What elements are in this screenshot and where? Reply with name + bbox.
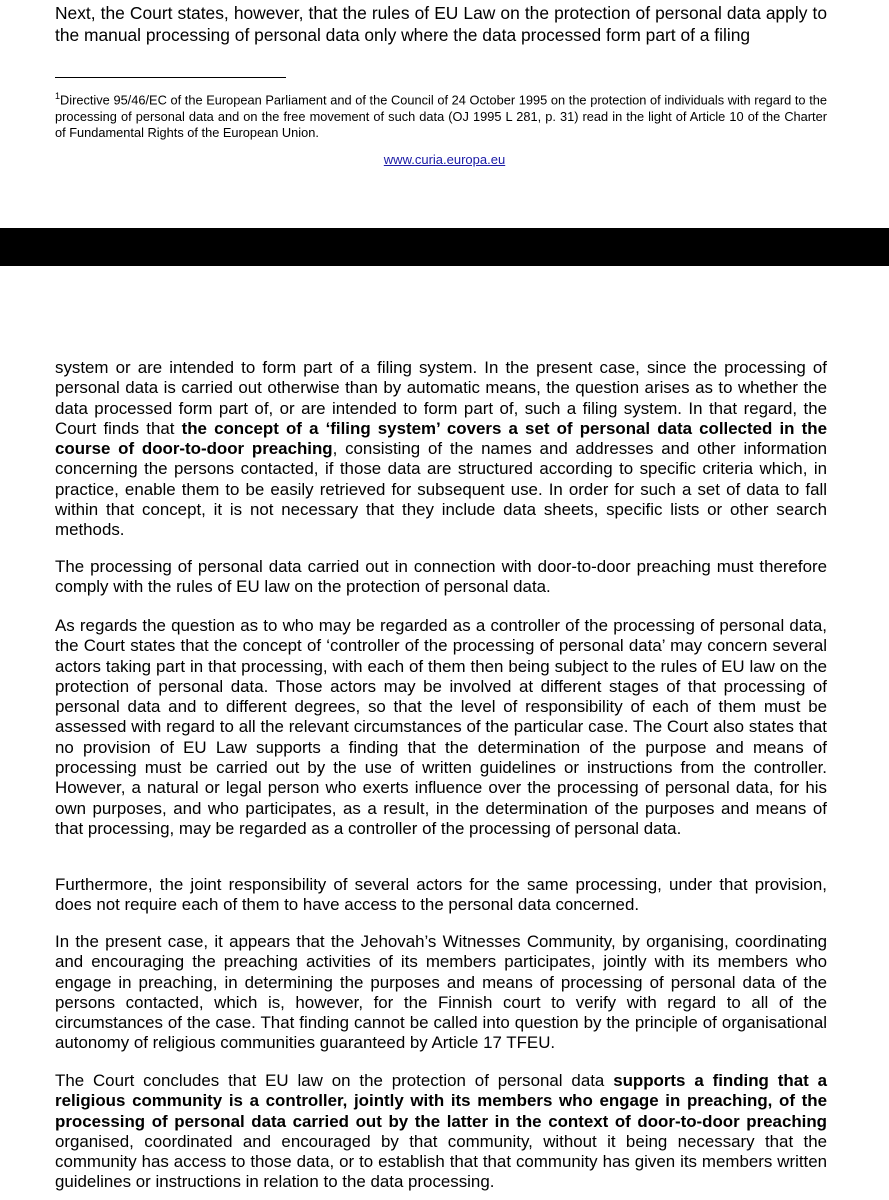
paragraph-bold-text: the concept of a ‘filing system’ covers a set of personal data collected in the course of door-to-door preaching xyxy=(55,418,827,459)
footnote-text: Directive 95/46/EC of the European Parliament and of the Council of 24 October 1995 on the protection of individuals with regard to the processing of personal data and on the free movement of such data (OJ 1995 L 281, p. 31) read in the light of Article 10 of the Charter of Fundamental Rights of the European Union. xyxy=(55,92,827,141)
curia-link[interactable]: www.curia.europa.eu xyxy=(383,152,506,167)
paragraph-filing-system xyxy=(55,358,827,541)
footnote xyxy=(55,88,827,142)
paragraph-text: organised, coordinated and encouraged by that community, without it being necessary that the community has access to those data, or to establish that that community has given its members written guidelines or instructions in relation to the data processing. xyxy=(55,1131,827,1192)
paragraph-controller: As regards the question as to who may be regarded as a controller of the processing of personal data, the Court states that the concept of ‘controller of the processing of personal data’ may concern several actors taking part in that processing, with each of them then being subject to the rules of EU law on the protection of personal data. Those actors may be involved at different stages of that processing of personal data and to different degrees, so that the level of responsibility of each of them must be assessed with regard to all the relevant circumstances of the particular case. The Court also states that no provision of EU Law supports a finding that the determination of the purpose and means of processing must be carried out by the use of written guidelines or instructions from the controller. However, a natural or legal person who exerts influence over the processing of personal data, for his own purposes, and who participates, as a result, in the determination of the purposes and means of that processing, may be regarded as a controller of the processing of personal data. xyxy=(55,616,827,838)
top-paragraph: Next, the Court states, however, that the rules of EU Law on the protection of personal data apply to the manual processing of personal data only where the data processed form part of a filing xyxy=(55,3,827,45)
footnote-separator xyxy=(55,77,286,78)
paragraph-text: system or are intended to form part of a filing system. In the present case, since the processing of personal data is carried out otherwise than by automatic means, the question arises as to whether the data processed form part of, or are intended to form part of, such a filing system. In that regard, the Court finds that xyxy=(55,358,827,438)
redaction-band xyxy=(0,228,889,266)
footnote-marker: 1 xyxy=(55,91,61,101)
paragraph-present-case: In the present case, it appears that the Jehovah’s Witnesses Community, by organising, coordinating and encouraging the preaching activities of its members participates, jointly with its members who engage in preaching, in determining the purposes and means of processing of personal data of the persons contacted, which is, however, for the Finnish court to verify with regard to all of the circumstances of the case. That finding cannot be called into question by the principle of organisational autonomy of religious communities guaranteed by Article 17 TFEU. xyxy=(55,932,827,1053)
paragraph-text: The Court concludes that EU law on the protection of personal data xyxy=(55,1071,614,1090)
paragraph-compliance: The processing of personal data carried out in connection with door-to-door preaching must therefore comply with the rules of EU law on the protection of personal data. xyxy=(55,557,827,597)
paragraph-conclusion xyxy=(55,1071,827,1193)
paragraph-text: , consisting of the names and addresses and other information concerning the persons contacted, if those data are structured according to specific criteria which, in practice, enable them to be easily retrieved for subsequent use. In order for such a set of data to fall within that concept, it is not necessary that they include data sheets, specific lists or other search methods. xyxy=(55,439,827,540)
paragraph-joint-responsibility: Furthermore, the joint responsibility of several actors for the same processing, under that provision, does not require each of them to have access to the personal data concerned. xyxy=(55,875,827,915)
paragraph-bold-text: supports a finding that a religious community is a controller, jointly with its members who engage in preaching, of the processing of personal data carried out by the latter in the context of door-to-door preaching xyxy=(55,1071,827,1131)
